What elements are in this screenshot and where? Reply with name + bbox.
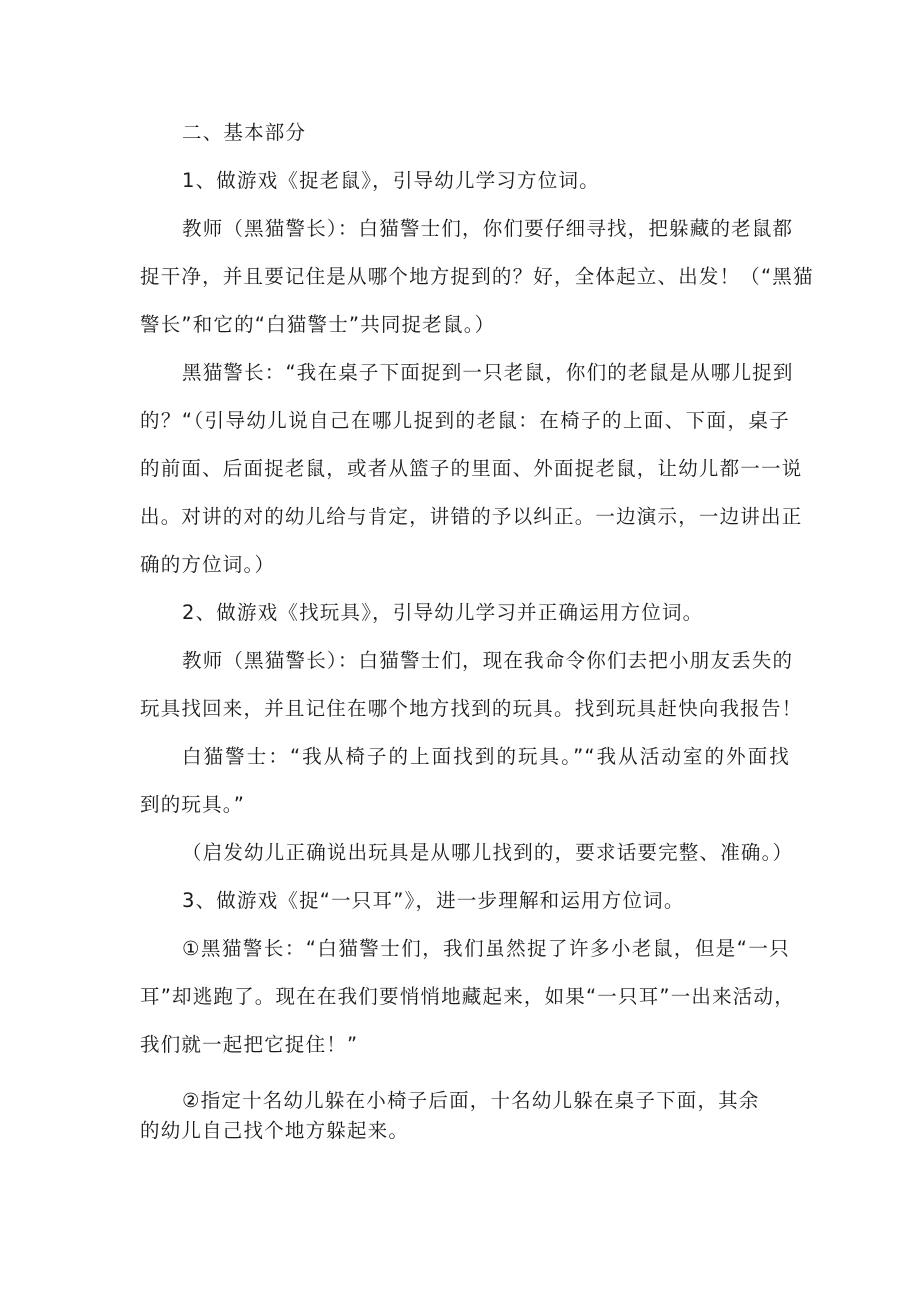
paragraph-line: 教师（黑猫警长）：白猫警士们，现在我命令你们去把小朋友丢失的: [182, 649, 794, 672]
activity-3-heading: 3、做游戏《捉“一只耳”》，进一步理解和运用方位词。: [182, 889, 685, 912]
paragraph-line: 白猫警士：“我从椅子的上面找到的玩具。”“我从活动室的外面找: [182, 745, 790, 768]
paragraph-line: 捉干净，并且要记住是从哪个地方捉到的？好，全体起立、出发！（“黑猫: [140, 265, 814, 288]
activity-1-heading: 1、做游戏《捉老鼠》，引导幼儿学习方位词。: [182, 169, 600, 192]
paragraph-line: 黑猫警长：“我在桌子下面捉到一只老鼠，你们的老鼠是从哪儿捉到: [182, 361, 794, 384]
paragraph-line: 教师（黑猫警长）：白猫警士们，你们要仔细寻找，把躲藏的老鼠都: [182, 217, 794, 240]
activity-2-heading: 2、做游戏《找玩具》，引导幼儿学习并正确运用方位词。: [182, 601, 704, 624]
paragraph-line: 玩具找回来，并且记住在哪个地方找到的玩具。找到玩具赶快向我报告！: [140, 697, 803, 720]
paragraph-line: （启发幼儿正确说出玩具是从哪儿找到的，要求话要完整、准确。）: [182, 841, 794, 864]
paragraph-line: 警长”和它的“白猫警士”共同捉老鼠。）: [140, 313, 496, 336]
paragraph-line: 的幼儿自己找个地方躲起来。: [140, 1119, 410, 1142]
paragraph-line: 出。对讲的对的幼儿给与肯定，讲错的予以纠正。一边演示，一边讲出正: [140, 505, 803, 528]
paragraph-line: 的？“（引导幼儿说自己在哪儿捉到的老鼠：在椅子的上面、下面，桌子: [140, 409, 790, 432]
paragraph-line: 耳”却逃跑了。现在在我们要悄悄地藏起来，如果“一只耳”一出来活动，: [140, 985, 795, 1008]
paragraph-line: ①黑猫警长：“白猫警士们，我们虽然捉了许多小老鼠，但是“一只: [182, 937, 790, 960]
paragraph-line: 我们就一起把它捉住！”: [140, 1033, 359, 1056]
paragraph-line: 的前面、后面捉老鼠，或者从篮子的里面、外面捉老鼠，让幼儿都一一说: [140, 457, 803, 480]
paragraph-line: 到的玩具。”: [140, 793, 246, 816]
paragraph-line: 确的方位词。）: [140, 553, 276, 576]
paragraph-line: ②指定十名幼儿躲在小椅子后面，十名幼儿躲在桌子下面，其余: [182, 1089, 760, 1112]
section-heading: 二、基本部分: [182, 121, 307, 144]
